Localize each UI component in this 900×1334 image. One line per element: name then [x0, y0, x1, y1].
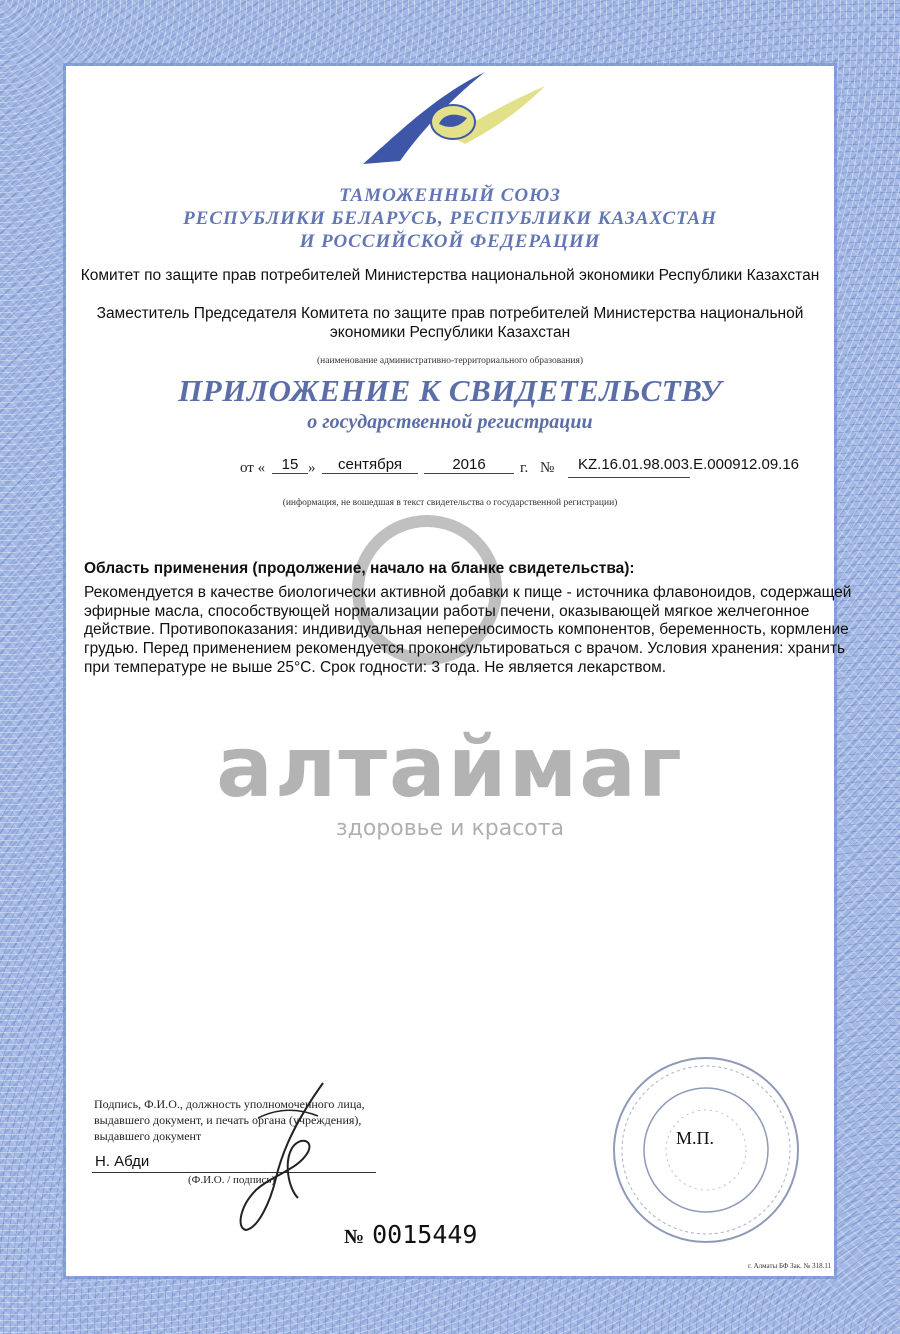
serial-value: 0015449 — [372, 1220, 478, 1249]
serial-number — [344, 1220, 477, 1249]
date-year: 2016 — [424, 456, 514, 474]
header-line-3: И РОССИЙСКОЙ ФЕДЕРАЦИИ — [299, 231, 601, 252]
scope-section — [84, 560, 854, 678]
info-note: (информация, не вошедшая в текст свидетельства о государственной регистрации) — [282, 498, 618, 508]
registration-number: KZ.16.01.98.003.E.000912.09.16 — [578, 456, 800, 473]
admin-entity-note: (наименование административно-территориального образования) — [316, 356, 583, 366]
stamp-label: М.П. — [676, 1128, 715, 1148]
customs-union-emblem-icon — [355, 66, 550, 176]
committee-name: Комитет по защите прав потребителей Министерства национальной экономики Республики Казахстан — [80, 267, 820, 284]
handwritten-signature-icon — [228, 1078, 338, 1238]
scope-title: Область применения (продолжение, начало на бланке свидетельства): — [84, 560, 635, 577]
number-sign: № — [540, 460, 555, 476]
header-line-1: ТАМОЖЕННЫЙ СОЮЗ — [339, 185, 561, 206]
header-line-2: РЕСПУБЛИКИ БЕЛАРУСЬ, РЕСПУБЛИКИ КАЗАХСТАН — [183, 208, 717, 229]
registration-number-line — [568, 477, 690, 478]
page-subtitle: о государственной регистрации — [307, 411, 593, 433]
signature-caption: Подпись, Ф.И.О., должность уполномоченного лица, выдавшего документ, и печать органа (учреждения), выдавшего документ — [94, 1097, 365, 1143]
committee-official: Заместитель Председателя Комитета по защите прав потребителей Министерства национальной экономики Республики Казахстан — [96, 305, 804, 341]
signer-name: Н. Абди — [95, 1153, 150, 1170]
official-seal-icon — [606, 1052, 806, 1248]
year-suffix: г. — [520, 460, 529, 476]
date-month: сентября — [322, 456, 418, 474]
scope-text: Рекомендуется в качестве биологически активной добавки к пище - источника флавоноидов, содержащей эфирные масла, способствующей нормализации работы печени, оказывающей мягкое желчегонное действие. Противопоказания: индивидуальная непереносимость компонентов, беременность, кормление грудью. Перед применением рекомендуется проконсультироваться с врачом. Условия хранения: хранить при температуре не выше 25°С. Срок годности: 3 года. Не является лекарством. — [84, 583, 852, 676]
serial-sign: № — [344, 1226, 365, 1248]
printer-imprint: г. Алматы БФ Зак. № 318.11 — [748, 1262, 832, 1270]
date-prefix: от « — [240, 460, 266, 476]
date-day: 15 — [272, 456, 308, 474]
signature-subcaption: (Ф.И.О. / подпись) — [188, 1174, 276, 1186]
watermark-tagline: здоровье и красота — [335, 816, 565, 841]
date-close-quote: » — [308, 460, 316, 476]
page-title: ПРИЛОЖЕНИЕ К СВИДЕТЕЛЬСТВУ — [178, 373, 722, 408]
date-number-row — [238, 456, 858, 482]
watermark-brand: алтаймаг — [216, 718, 684, 816]
